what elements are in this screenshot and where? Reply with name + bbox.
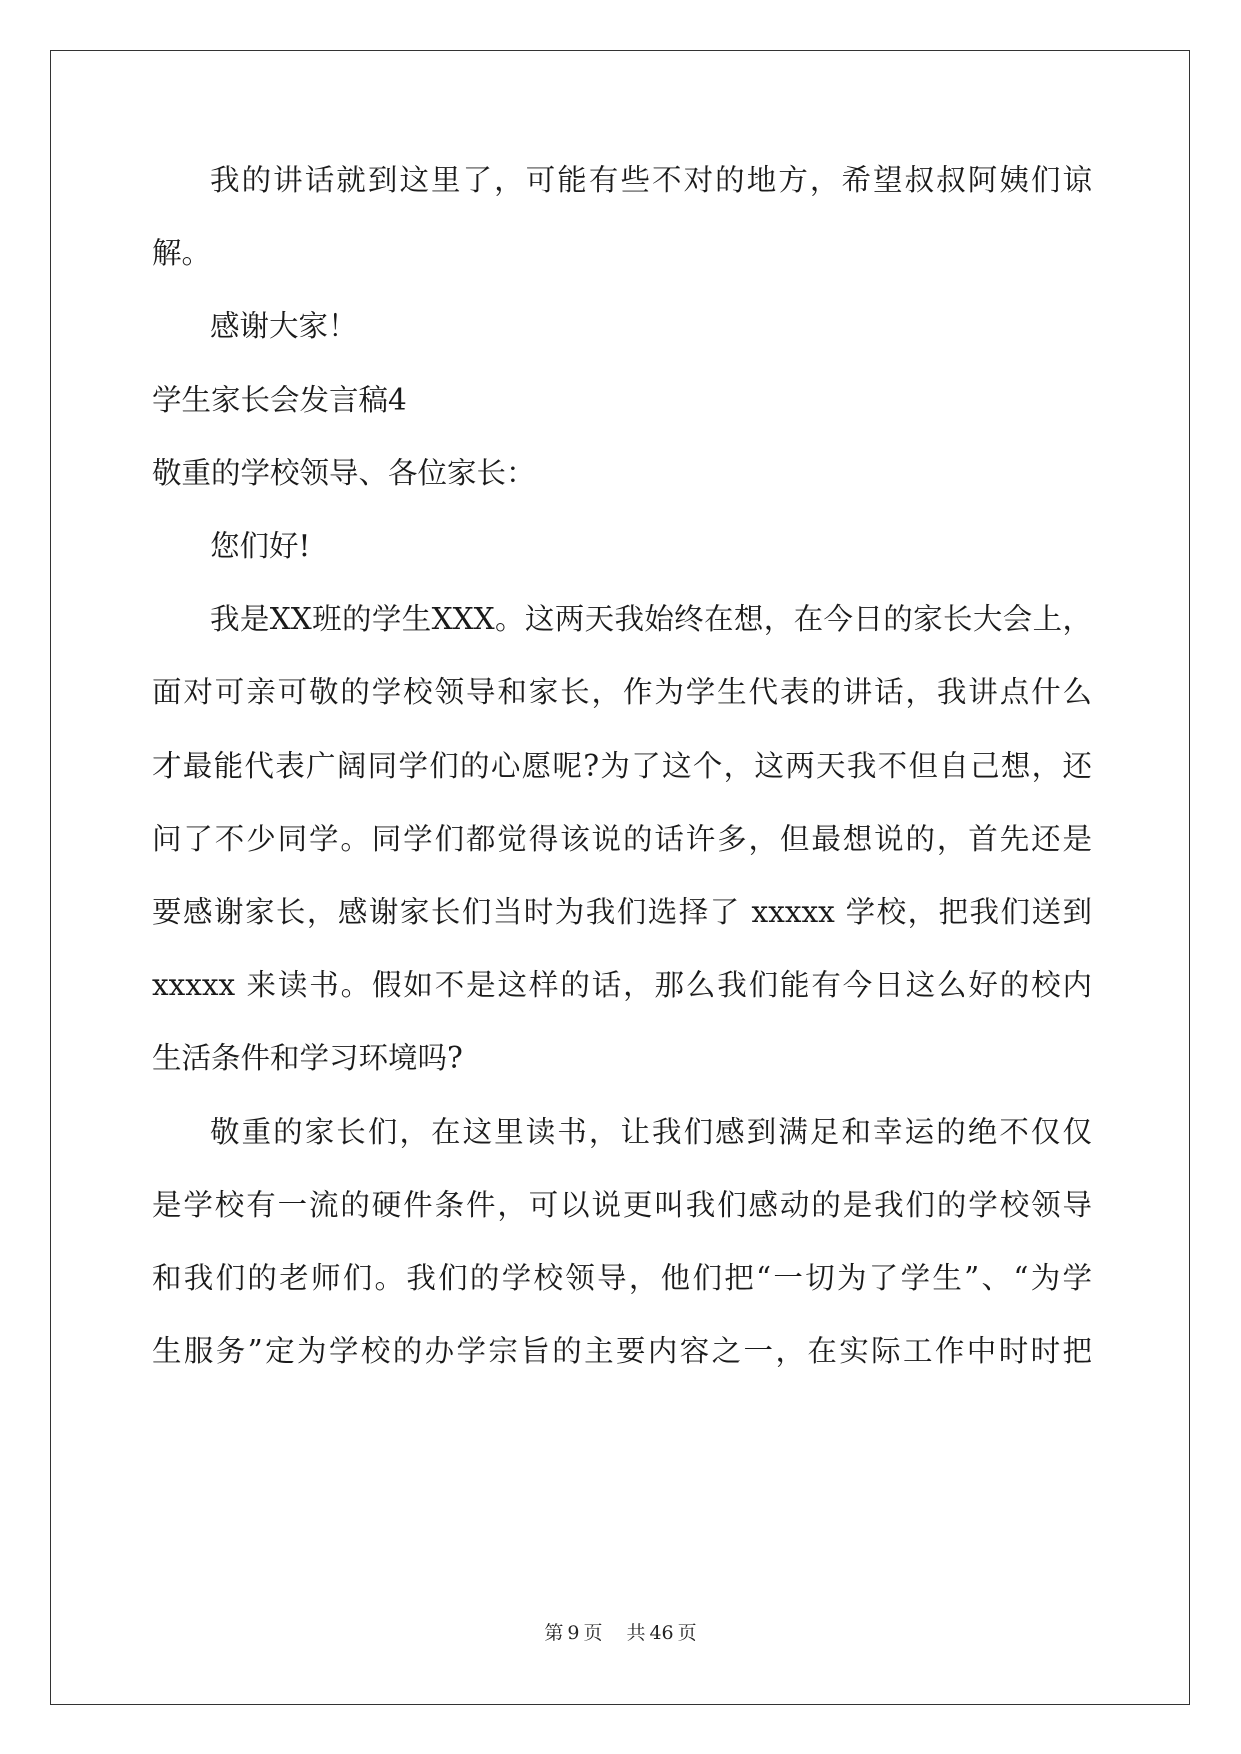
text-line: 问了不少同学。同学们都觉得该说的话许多，但最想说的，首先还是 [152,821,1092,856]
page-number: 9 [567,1622,580,1644]
text-line: 解。 [152,236,212,271]
page-suffix: 页 [583,1622,603,1644]
section-heading: 学生家长会发言稿4 [152,382,407,417]
text-line: 您们好! [210,529,311,563]
text-line: xxxxx 来读书。假如不是这样的话，那么我们能有今日这么好的校内 [152,968,1092,1003]
total-suffix: 页 [677,1622,697,1644]
text-line: 面对可亲可敬的学校领导和家长，作为学生代表的讲话，我讲点什么 [152,675,1092,710]
text-line: 感谢大家！ [210,309,358,344]
text-line: 和我们的老师们。我们的学校领导，他们把“一切为了学生”、“为学 [152,1261,1092,1295]
text-line: 是学校有一流的硬件条件，可以说更叫我们感动的是我们的学校领导 [152,1187,1092,1222]
text-line: 敬重的家长们，在这里读书，让我们感到满足和幸运的绝不仅仅 [210,1114,1092,1149]
total-pages: 46 [649,1622,674,1644]
page-footer [0,1620,1241,1646]
salutation: 敬重的学校领导、各位家长： [152,455,536,490]
text-line: 才最能代表广阔同学们的心愿呢?为了这个，这两天我不但自己想，还 [152,748,1092,783]
page-border [50,50,1190,1705]
page-prefix: 第 [544,1622,564,1644]
text-line: 生服务”定为学校的办学宗旨的主要内容之一，在实际工作中时时把 [152,1334,1092,1369]
text-line: 要感谢家长，感谢家长们当时为我们选择了 xxxxx 学校，把我们送到 [152,895,1092,929]
text-line: 我的讲话就到这里了，可能有些不对的地方，希望叔叔阿姨们谅 [210,163,1092,197]
text-line: 生活条件和学习环境吗? [152,1041,463,1076]
text-line: 我是XX班的学生XXX。这两天我始终在想，在今日的家长大会上， [210,602,1092,637]
total-prefix: 共 [626,1622,646,1644]
